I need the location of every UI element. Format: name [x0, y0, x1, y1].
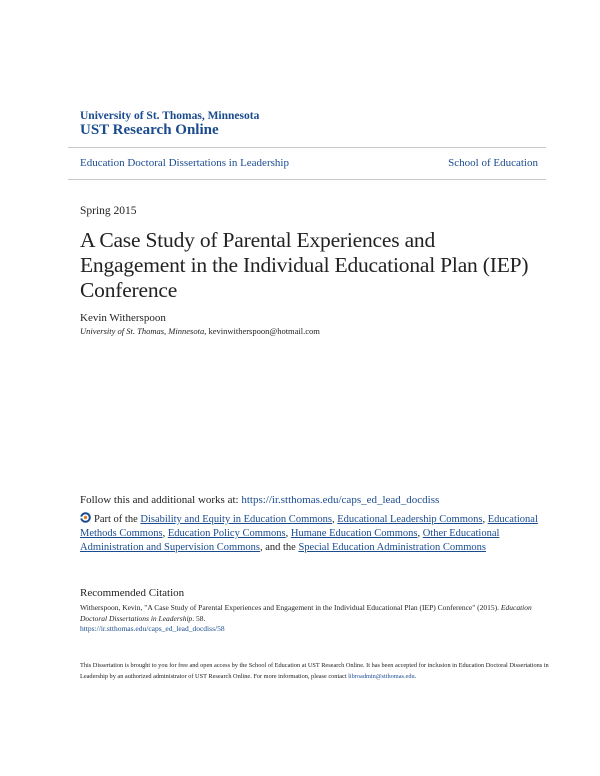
citation-number: . 58. — [192, 613, 206, 623]
network-icon — [80, 512, 91, 523]
commons-link-humane[interactable]: Humane Education Commons — [290, 528, 418, 539]
commons-link-special-education[interactable]: Special Education Administration Commons — [298, 542, 486, 553]
citation-series: Education Doctoral Dissertations in Leadership — [80, 603, 532, 623]
access-notice-text: This Dissertation is brought to you for free and open access by the School of Education at UST Research Online. It has been accepted for inclusion in Education Doctoral Dissertations in Leadership by an authorized administrator of UST Research Online. For more information, please contact — [80, 662, 549, 680]
citation-heading: Recommended Citation — [80, 587, 185, 599]
commons-link-leadership[interactable]: Educational Leadership Commons — [337, 514, 483, 525]
citation-url-link[interactable]: https://ir.stthomas.edu/caps_ed_lead_docdiss/58 — [80, 624, 225, 633]
citation-text: Witherspoon, Kevin, "A Case Study of Parental Experiences and Engagement in the Individual Educational Plan (IEP) Conference" (2015). — [80, 603, 501, 612]
part-of-commons — [80, 512, 550, 555]
school-link[interactable]: School of Education — [448, 157, 538, 169]
and-separator: , and the — [259, 542, 299, 553]
author-email: , kevinwitherspoon@hotmail.com — [204, 326, 320, 336]
citation-body — [80, 603, 550, 635]
affiliation-name: University of St. Thomas, Minnesota — [80, 326, 205, 336]
commons-link-policy[interactable]: Education Policy Commons — [167, 528, 286, 539]
separator: , — [332, 514, 338, 525]
bottom-divider — [68, 179, 546, 180]
commons-link-methods[interactable]: Educational Methods Commons — [80, 514, 538, 539]
commons-link-disability[interactable]: Disability and Equity in Education Commons — [140, 514, 332, 525]
separator: , — [482, 514, 488, 525]
paper-title: A Case Study of Parental Experiences and Engagement in the Individual Educational Plan (IEP) Conference — [80, 228, 529, 302]
access-notice-end: . — [414, 672, 417, 680]
author-name: Kevin Witherspoon — [80, 312, 166, 324]
university-name: University of St. Thomas, Minnesota — [80, 110, 260, 122]
commons-link-administration[interactable]: Other Educational Administration and Supervision Commons — [80, 528, 500, 553]
separator: , — [162, 528, 168, 539]
access-notice — [80, 661, 550, 682]
top-divider — [68, 147, 546, 148]
author-affiliation — [80, 326, 320, 336]
series-link[interactable]: Education Doctoral Dissertations in Leadership — [80, 157, 289, 169]
separator: , — [285, 528, 291, 539]
follow-line — [80, 494, 439, 506]
follow-label: Follow this and additional works at: — [80, 494, 242, 506]
separator: , — [417, 528, 423, 539]
contact-email-link[interactable]: libroadmin@stthomas.edu — [348, 672, 415, 680]
repository-link[interactable]: UST Research Online — [80, 122, 219, 138]
follow-url-link[interactable]: https://ir.stthomas.edu/caps_ed_lead_docdiss — [241, 494, 440, 506]
publication-date: Spring 2015 — [80, 205, 137, 217]
part-of-prefix: Part of the — [94, 514, 141, 525]
